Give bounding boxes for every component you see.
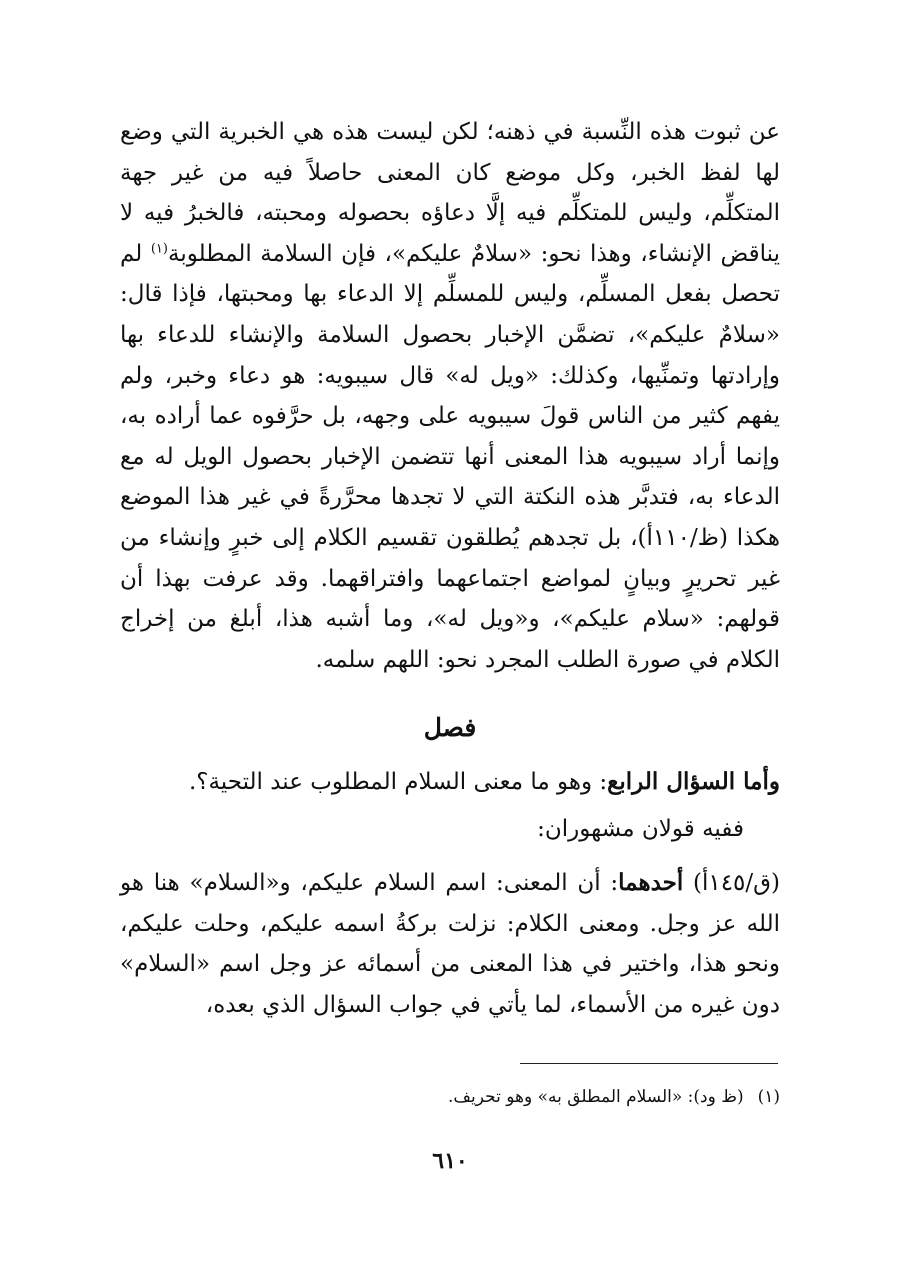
main-paragraph bbox=[120, 112, 780, 680]
question-text: : وهو ما معنى السلام المطلوب عند التحية؟. bbox=[188, 769, 608, 795]
main-text-block bbox=[120, 112, 780, 680]
page-number: ٦١٠ bbox=[432, 1148, 468, 1174]
first-opinion-paragraph bbox=[120, 863, 780, 1025]
section-heading: فصل bbox=[423, 713, 477, 742]
main-text-part-2: لم تحصل بفعل المسلِّم، وليس للمسلِّم إلا الدعاء بها ومحبتها، فإذا قال: «سلامٌ عليكم»، تضمَّن الإخبار بحصول السلامة والإنشاء للدعاء بها وإرادتها وتمنِّيها، وكذلك: «ويل له» قال سيبويه: هو دعاء وخبر، ولم يفهم كثير من الناس قولَ سيبويه على وجهه، بل حرَّفوه عما أراده به، وإنما أراد سيبويه هذا المعنى أنها تتضمن الإخبار بحصول الويل له مع الدعاء به، فتدبَّر هذه النكتة التي لا تجدها محرَّرةً في غير هذا الموضع هكذا (ظ/١١٠أ)، بل تجدهم يُطلقون تقسيم الكلام إلى خبرٍ وإنشاء من غير تحريرٍ وبيانٍ لمواضع اجتماعهما وافتراقهما. وقد عرفت بهذا أن قولهم: «سلام عليكم»، و«ويل له»، وما أشبه هذا، أبلغ من إخراج الكلام في صورة الطلب المجرد نحو: اللهم سلمه. bbox=[120, 240, 780, 673]
main-text-part-1: عن ثبوت هذه النِّسبة في ذهنه؛ لكن ليست هذه هي الخبرية التي وضع لها لفظ الخبر، وكل موضع كان المعنى حاصلاً فيه من غير جهة المتكلِّم، وليس للمتكلِّم فيه إلَّا دعاؤه بحصوله ومحبته، فالخبرُ فيه لا يناقض الإنشاء، وهذا نحو: «سلامٌ عليكم»، فإن السلامة المطلوبة bbox=[120, 119, 780, 267]
footnote-reference: (١) bbox=[150, 241, 168, 257]
question-paragraph bbox=[120, 762, 780, 803]
first-opinion-text: : أن المعنى: اسم السلام عليكم، و«السلام» هنا هو الله عز وجل. ومعنى الكلام: نزلت بركةُ اسمه عليكم، وحلت عليكم، ونحو هذا، واختير في هذا المعنى من أسمائه عز وجل اسم «السلام» دون غيره من الأسماء، لما يأتي في جواب السؤال الذي بعده، bbox=[120, 870, 780, 1018]
footnote-divider bbox=[520, 1063, 778, 1064]
question-label: وأما السؤال الرابع bbox=[607, 768, 780, 795]
footnote bbox=[120, 1083, 780, 1111]
manuscript-reference: (ق/١٤٥أ) bbox=[683, 870, 780, 897]
first-opinion-label: أحدهما bbox=[618, 869, 684, 897]
footnote-text: (ظ ود): «السلام المطلق به» وهو تحريف. bbox=[448, 1087, 744, 1107]
footnote-number: (١) bbox=[757, 1087, 780, 1107]
sayings-paragraph: ففيه قولان مشهوران: bbox=[537, 815, 744, 842]
section-text-block bbox=[120, 762, 780, 1026]
